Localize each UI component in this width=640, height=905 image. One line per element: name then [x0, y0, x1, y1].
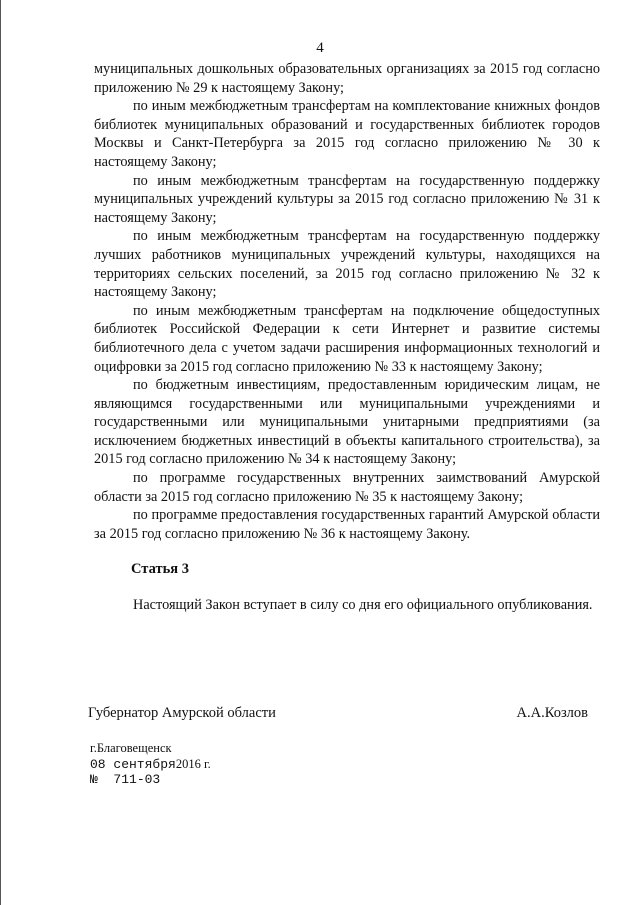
page-number: 4 [316, 40, 324, 56]
paragraph-8: по программе предоставления государственных гарантий Амурской области за 2015 год согласно приложению № 36 к настоящему Закону. [94, 507, 600, 542]
page-left-edge [0, 0, 1, 905]
signing-year: 2016 г. [175, 757, 211, 771]
signing-date: 08 сентября [90, 757, 176, 772]
law-body-text [94, 60, 600, 543]
article-text: Настоящий Закон вступает в силу со дня его официального опубликования. [133, 597, 593, 613]
signing-city: г.Благовещенск [90, 741, 172, 755]
signing-date-line [90, 757, 211, 772]
paragraph-3: по иным межбюджетным трансфертам на государственную поддержку муниципальных учреждений культуры за 2015 год согласно приложению № 31 к настоящему Закону; [94, 172, 600, 226]
law-number-line [90, 772, 211, 787]
paragraph-2: по иным межбюджетным трансфертам на комплектование книжных фондов библиотек муниципальных образований и государственных библиотек городов Москвы и Санкт-Петербурга за 2015 год согласно приложению № 30 к настоящему Закону; [94, 98, 600, 170]
signing-details [90, 740, 211, 787]
paragraph-6: по бюджетным инвестициям, предоставленным юридическим лицам, не являющимся государственными или муниципальными учреждениями и государственными или муниципальными унитарными предприятиями (за исключением бюджетных инвестиций в объекты капитального строительства), за 2015 год согласно приложению № 34 к настоящему Закону; [94, 377, 600, 468]
law-number-prefix: № [90, 772, 98, 787]
article-heading: Статья 3 [131, 561, 189, 577]
paragraph-5: по иным межбюджетным трансфертам на подключение общедоступных библиотек Российской Федерации к сети Интернет и развитие системы библиотечного дела с учетом задачи расширения информационных технологий и оцифровки за 2015 год согласно приложению № 33 к настоящему Закону; [94, 302, 600, 375]
signatory-name: А.А.Козлов [516, 705, 588, 721]
paragraph-4: по иным межбюджетным трансфертам на государственную поддержку лучших работников муниципальных учреждений культуры, находящихся на территориях сельских поселений, за 2015 год согласно приложению № 32 к настоящему Закону; [94, 228, 600, 301]
paragraph-7: по программе государственных внутренних заимствований Амурской области за 2015 год согласно приложению № 35 к настоящему Закону; [94, 470, 600, 505]
signatory-title: Губернатор Амурской области [88, 705, 276, 721]
paragraph-1: муниципальных дошкольных образовательных организациях за 2015 год согласно приложению № 29 к настоящему Закону; [94, 61, 600, 96]
law-number: 711-03 [113, 772, 161, 787]
